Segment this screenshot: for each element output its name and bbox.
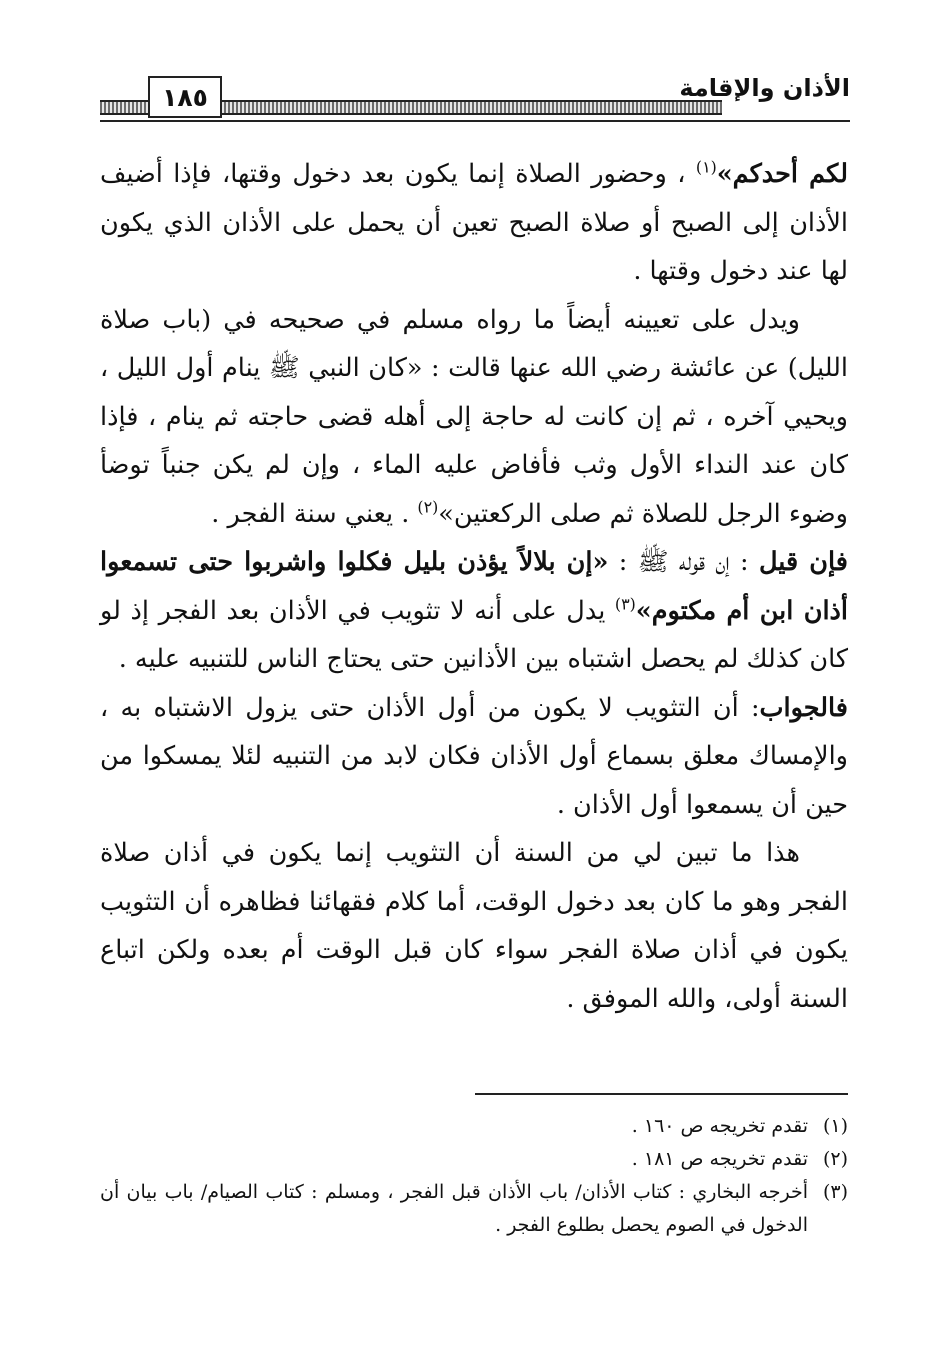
text-segment: ويدل على تعيينه أيضاً ما رواه مسلم في صحيحه في (باب صلاة الليل) عن عائشة رضي الله عنها قالت : «كان النبي ﷺ ينام أول الليل ، ويحيي آخره ، ثم إن كانت له حاجة إلى أهله قضى حاجته ثم ينام ، فإذا كان عند النداء الأول وثب فأفاض عليه الماء ، وإن لم يكن جنباً توضأ وضوء الرجل للصلاة ثم صلى الركعتين» [100,304,848,529]
paragraph [100,296,848,539]
bold-text: فالجواب [759,692,848,723]
text-segment: : إن قوله ﷺ : [608,547,759,577]
footnote-reference: (١) [695,157,717,177]
text-segment: : أن التثويب لا يكون من أول الأذان حتى يزول الاشتباه به ، والإمساك معلق بسماع أول الأذان فكان لابد من التنبيه لئلا يمسكوا من حين أن يسمعوا أول الأذان . [100,692,848,820]
footnote-reference: (٣) [614,594,636,613]
footnote-text: تقدم تخريجه ص ١٨١ . [631,1148,808,1170]
footnote-text: تقدم تخريجه ص ١٦٠ . [631,1115,808,1137]
page-header [100,70,850,126]
bold-text: «إن بلالاً يؤذن بليل فكلوا واشربوا حتى تسمعوا أذان ابن أم مكتوم» [100,547,848,626]
footnote-number: (٣) [822,1181,848,1203]
footnote-number: (١) [822,1115,848,1137]
page-number: ١٨٥ [148,76,222,118]
text-segment: ، وحضور الصلاة إنما يكون بعد دخول وقتها، فإذا أضيف الأذان إلى الصبح أو صلاة الصبح تعين أن يحمل على الأذان الذي يكون لها عند دخول وقتها . [100,159,848,286]
chapter-title: الأذان والإقامة [679,74,850,102]
footnote [100,1176,848,1242]
paragraph [100,538,848,684]
footnotes [100,1110,848,1242]
paragraph [100,829,848,1023]
paragraph [100,684,848,830]
footnote-number: (٢) [822,1148,848,1170]
footnote-reference: (٢) [417,497,439,516]
footnote-separator [475,1093,848,1095]
paragraph [100,150,848,296]
header-underline [100,120,850,122]
footnote [100,1110,848,1143]
text-segment: . يعني سنة الفجر . [211,498,418,529]
main-text [100,150,848,1023]
footnote-text: أخرجه البخاري : كتاب الأذان/ باب الأذان قبل الفجر ، ومسلم : كتاب الصيام/ باب بيان أن الدخول في الصوم يحصل بطلوع الفجر . [100,1181,808,1236]
bold-text: فإن قيل [758,547,848,577]
text-segment: هذا ما تبين لي من السنة أن التثويب إنما يكون في أذان صلاة الفجر وهو ما كان بعد دخول الوقت، أما كلام فقهائنا فظاهره أن التثويب يكون في أذان صلاة الفجر سواء كان قبل الوقت أم بعده ولكن اتباع السنة أولى، والله الموفق . [100,838,848,1014]
bold-text: لكم أحدكم» [716,159,848,189]
text-segment: يدل على أنه لا تثويب في الأذان بعد الفجر إذ لو كان كذلك لم يحصل اشتباه بين الأذانين حتى يحتاج الناس للتنبيه عليه . [100,595,848,674]
footnote [100,1143,848,1176]
